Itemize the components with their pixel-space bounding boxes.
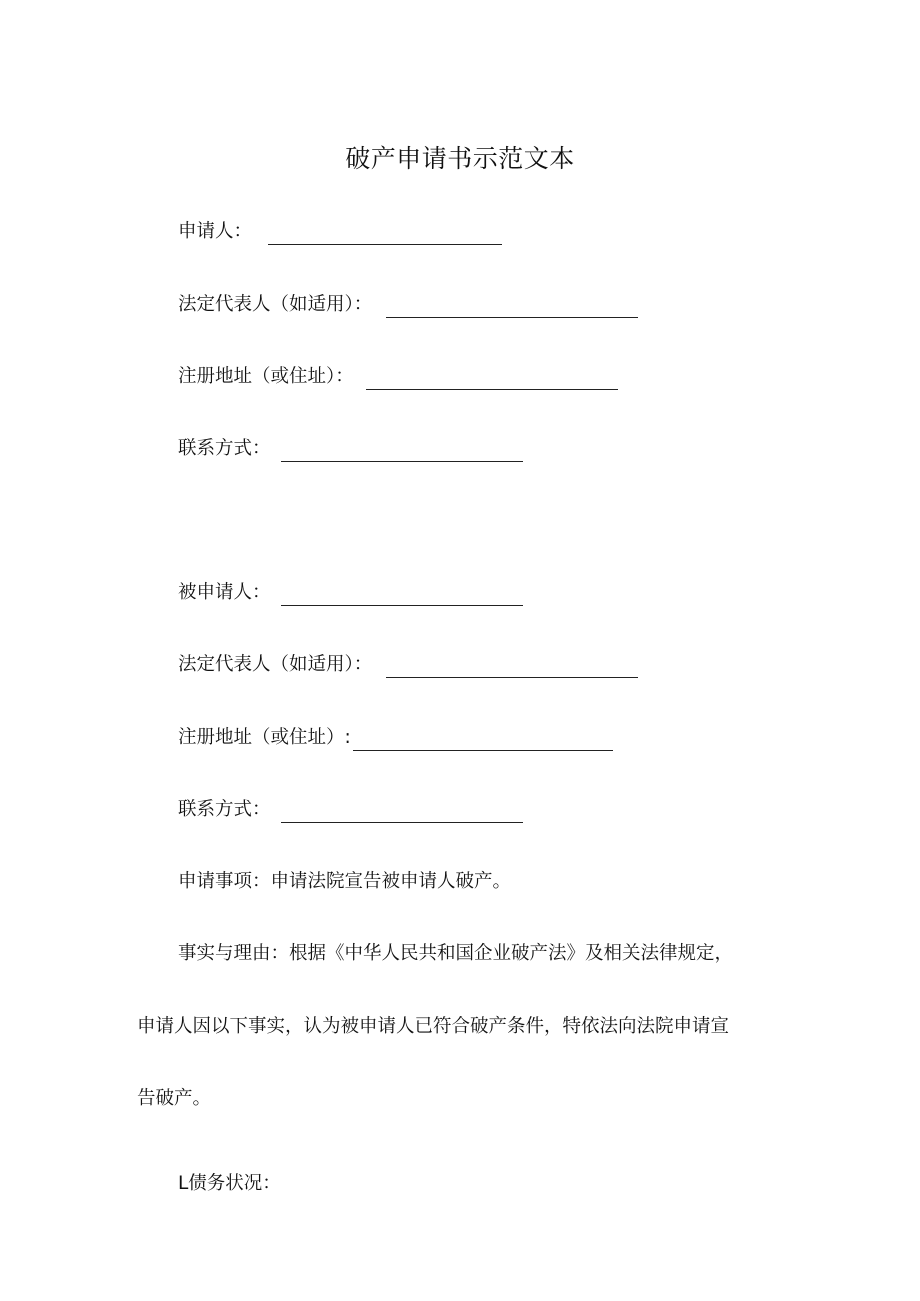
- applicant-contact-label: 联系方式：: [178, 438, 271, 459]
- respondent-legal-rep-field: [178, 652, 638, 678]
- debt-status-heading: L债务状况：: [178, 1173, 281, 1194]
- facts-line-3: 告破产。: [137, 1088, 212, 1109]
- respondent-address-blank[interactable]: [353, 730, 613, 751]
- applicant-legal-rep-field: [178, 292, 638, 318]
- applicant-name-field: [178, 219, 502, 245]
- applicant-address-field: [178, 364, 618, 390]
- applicant-name-label: 申请人：: [178, 221, 253, 242]
- respondent-address-field: [178, 725, 613, 751]
- applicant-address-blank[interactable]: [366, 369, 618, 390]
- respondent-address-label: 注册地址（或住址）:: [178, 727, 351, 748]
- respondent-contact-label: 联系方式：: [178, 799, 271, 820]
- respondent-name-field: [178, 580, 523, 606]
- applicant-legal-rep-blank[interactable]: [386, 297, 638, 318]
- facts-line-1: 事实与理由：根据《中华人民共和国企业破产法》及相关法律规定，: [178, 943, 734, 964]
- respondent-name-label: 被申请人：: [178, 582, 271, 603]
- applicant-name-blank[interactable]: [268, 224, 502, 245]
- applicant-contact-blank[interactable]: [281, 441, 523, 462]
- facts-line-2: 申请人因以下事实，认为被申请人已符合破产条件，特依法向法院申请宣: [137, 1016, 730, 1037]
- respondent-contact-blank[interactable]: [281, 802, 523, 823]
- request-paragraph: 申请事项：申请法院宣告被申请人破产。: [178, 871, 512, 892]
- respondent-legal-rep-blank[interactable]: [386, 657, 638, 678]
- respondent-legal-rep-label: 法定代表人（如适用）：: [178, 654, 373, 675]
- document-title: 破产申请书示范文本: [345, 144, 575, 173]
- applicant-contact-field: [178, 436, 523, 462]
- respondent-name-blank[interactable]: [281, 585, 523, 606]
- applicant-address-label: 注册地址（或住址）：: [178, 366, 354, 387]
- applicant-legal-rep-label: 法定代表人（如适用）：: [178, 294, 373, 315]
- respondent-contact-field: [178, 797, 523, 823]
